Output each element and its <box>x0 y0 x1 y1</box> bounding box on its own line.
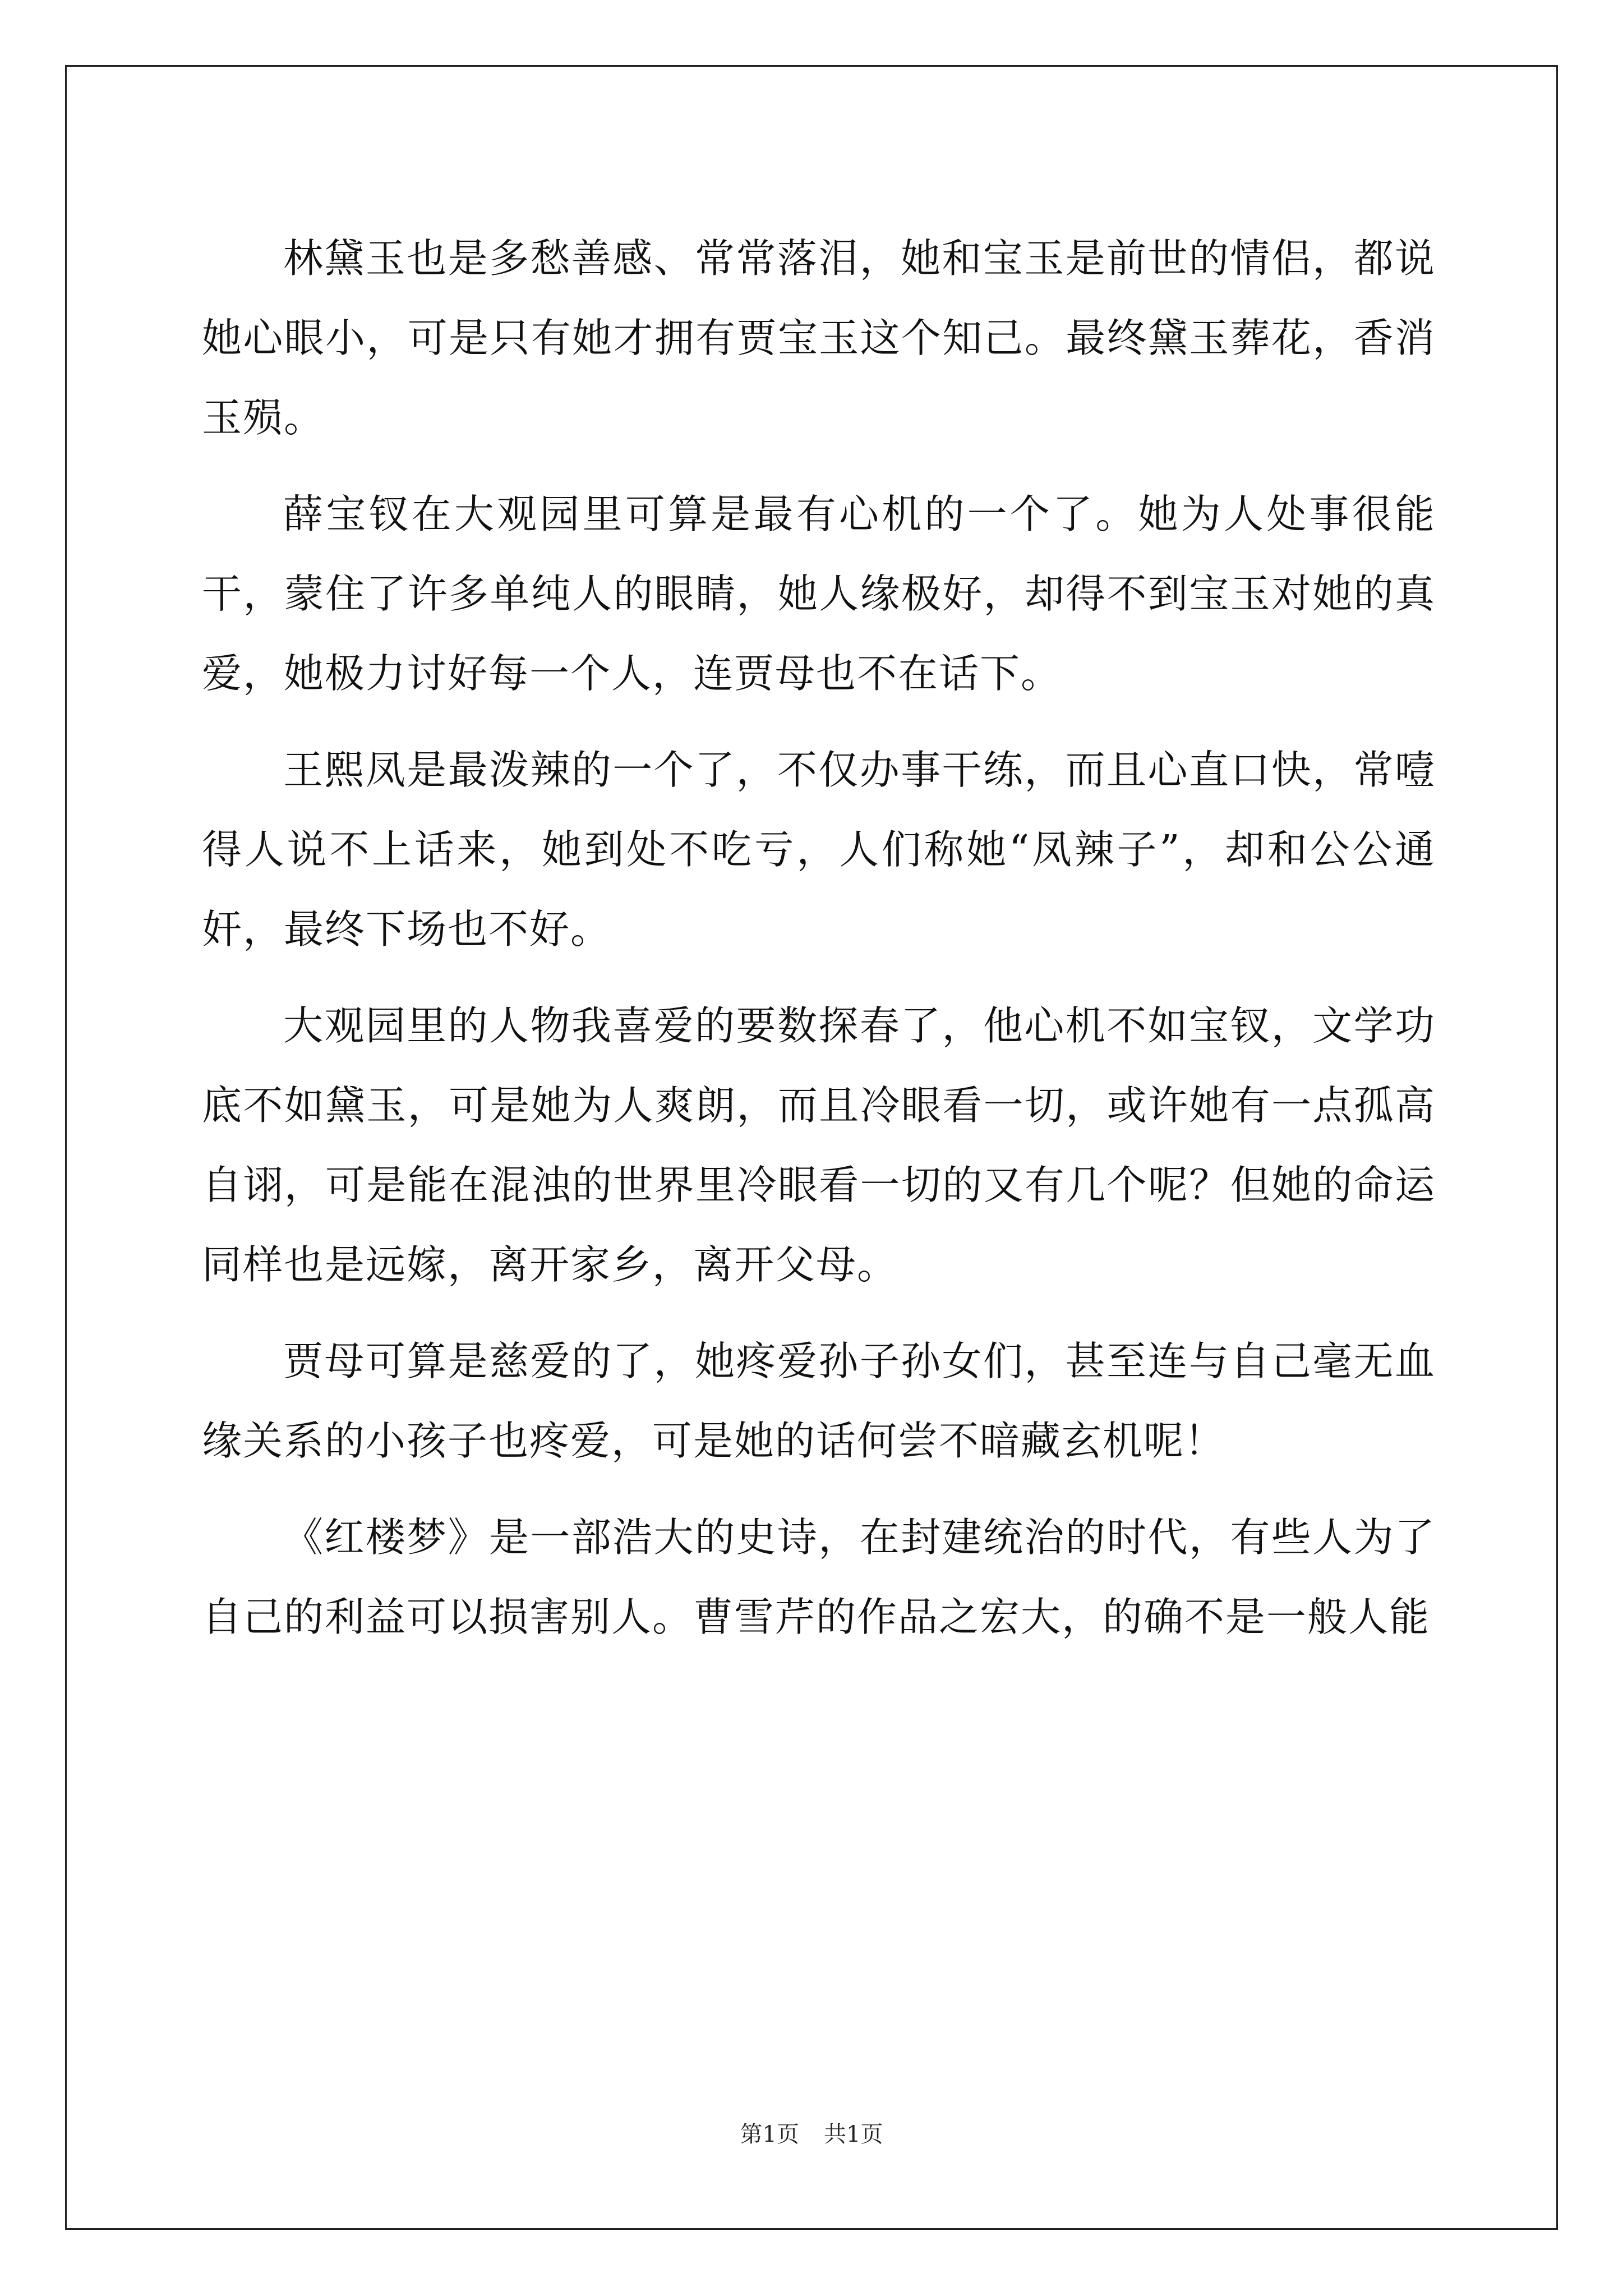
paragraph: 林黛玉也是多愁善感、常常落泪，她和宝玉是前世的情侣，都说她心眼小，可是只有她才拥有贾宝玉这个知己。最终黛玉葬花，香消玉殒。 <box>202 235 1436 441</box>
page-footer <box>0 2120 1623 2148</box>
page-total: 共1页 <box>824 2122 883 2147</box>
document-body <box>202 219 1436 1657</box>
paragraph: 《红楼梦》是一部浩大的史诗，在封建统治的时代，有些人为了自己的利益可以损害别人。曹雪芹的作品之宏大，的确不是一般人能 <box>202 1514 1436 1640</box>
paragraph: 薛宝钗在大观园里可算是最有心机的一个了。她为人处事很能干，蒙住了许多单纯人的眼睛，她人缘极好，却得不到宝玉对她的真爱，她极力讨好每一个人，连贾母也不在话下。 <box>202 491 1436 697</box>
paragraph: 贾母可算是慈爱的了，她疼爱孙子孙女们，甚至连与自己毫无血缘关系的小孩子也疼爱，可是她的话何尝不暗藏玄机呢！ <box>202 1338 1436 1464</box>
page-number: 第1页 <box>740 2122 799 2147</box>
paragraph: 王熙凤是最泼辣的一个了，不仅办事干练，而且心直口快，常噎得人说不上话来，她到处不吃亏，人们称她“凤辣子”，却和公公通奸，最终下场也不好。 <box>202 747 1436 953</box>
paragraph: 大观园里的人物我喜爱的要数探春了，他心机不如宝钗，文学功底不如黛玉，可是她为人爽朗，而且冷眼看一切，或许她有一点孤高自诩，可是能在混浊的世界里冷眼看一切的又有几个呢？但她的命运同样也是远嫁，离开家乡，离开父母。 <box>202 1002 1436 1288</box>
